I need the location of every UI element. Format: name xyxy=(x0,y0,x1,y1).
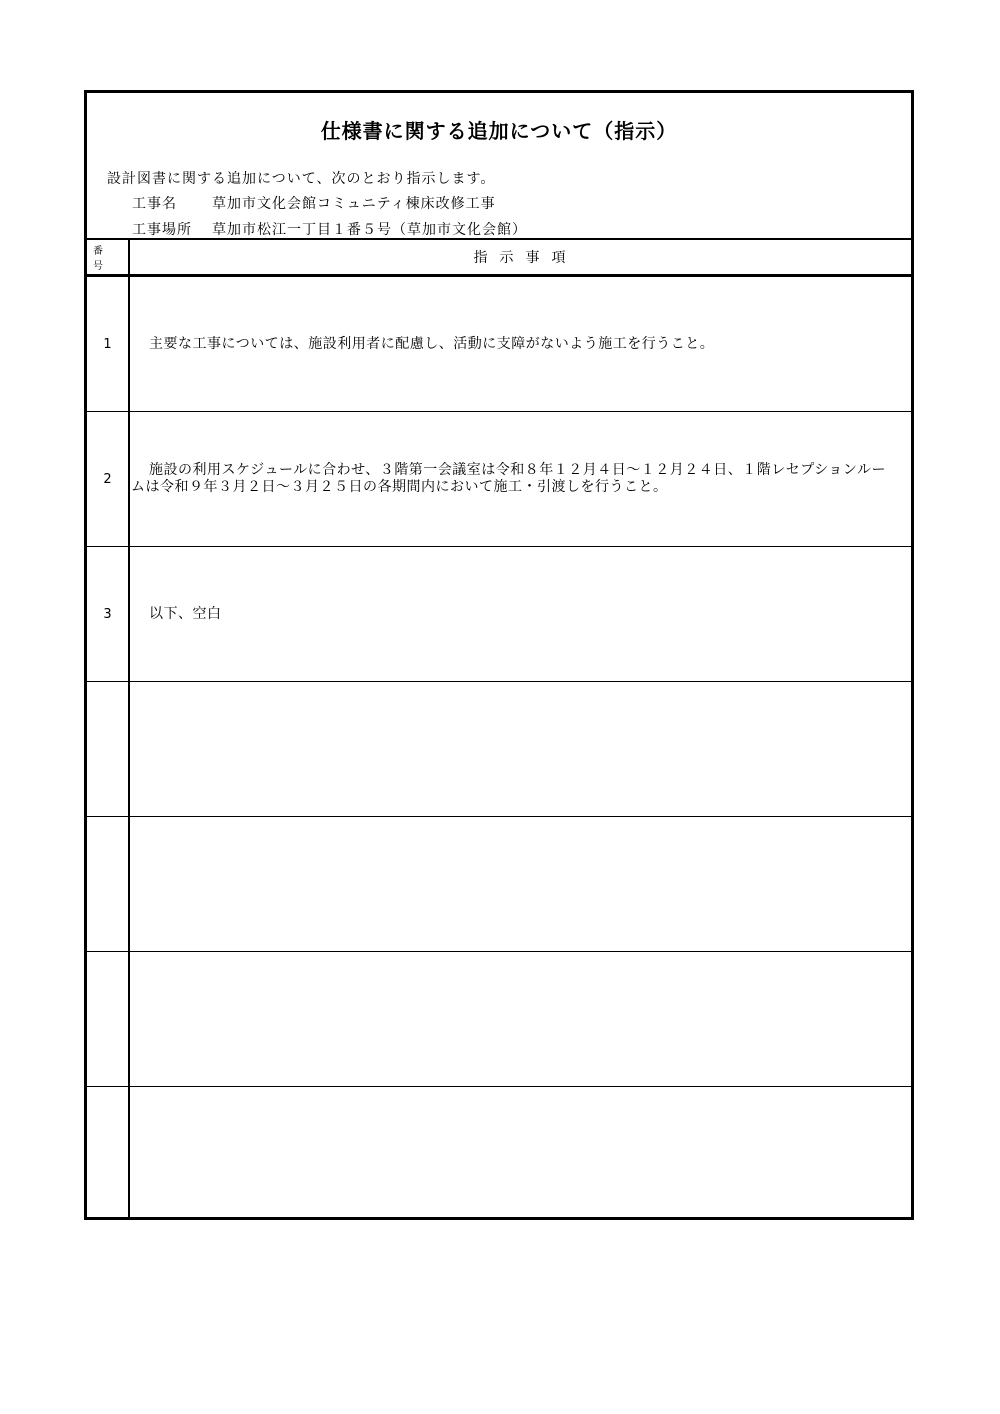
table-row xyxy=(87,547,911,682)
row-text-content: 施設の利用スケジュールに合わせ、３階第一会議室は令和８年１２月４日～１２月２４日、１階レセプションルームは令和９年３月２日～３月２５日の各期間内において施工・引渡しを行うこと。 xyxy=(131,462,887,495)
table-row xyxy=(87,817,911,952)
table-row xyxy=(87,1087,911,1222)
table-row xyxy=(87,952,911,1087)
row-number xyxy=(87,952,128,1086)
row-text xyxy=(131,412,899,546)
row-number: 3 xyxy=(103,606,112,622)
project-location-value: 草加市松江一丁目１番５号（草加市文化会館） xyxy=(212,222,527,238)
row-number xyxy=(87,682,128,816)
row-text-content: 主要な工事については、施設利用者に配慮し、活動に支障がないよう施工を行うこと。 xyxy=(149,335,715,352)
project-location-row xyxy=(132,219,527,239)
project-location-label: 工事場所 xyxy=(132,222,192,238)
table-row xyxy=(87,682,911,817)
intro-text: 設計図書に関する追加について、次のとおり指示します。 xyxy=(107,171,496,187)
row-text xyxy=(131,682,899,816)
column-header-item: 指示事項 xyxy=(473,250,578,266)
row-text xyxy=(131,547,899,681)
row-text xyxy=(131,952,899,1086)
column-header-number: 番号 xyxy=(93,246,111,272)
row-number xyxy=(87,817,128,951)
project-name-value: 草加市文化会館コミュニティ棟床改修工事 xyxy=(212,196,496,212)
project-name-label: 工事名 xyxy=(132,196,177,212)
row-text-content: 以下、空白 xyxy=(149,605,222,622)
table-body xyxy=(87,277,911,1217)
row-text xyxy=(131,1087,899,1222)
project-name-row xyxy=(132,193,496,213)
sheet-header xyxy=(87,93,911,240)
table-header xyxy=(87,240,911,277)
row-number: 1 xyxy=(103,336,112,352)
table-row xyxy=(87,412,911,547)
table-row xyxy=(87,277,911,412)
row-text xyxy=(131,277,899,411)
row-text xyxy=(131,817,899,951)
row-number: 2 xyxy=(103,471,112,487)
instruction-sheet xyxy=(84,90,914,1220)
document-title: 仕様書に関する追加について（指示） xyxy=(320,119,678,143)
row-number xyxy=(87,1087,128,1222)
